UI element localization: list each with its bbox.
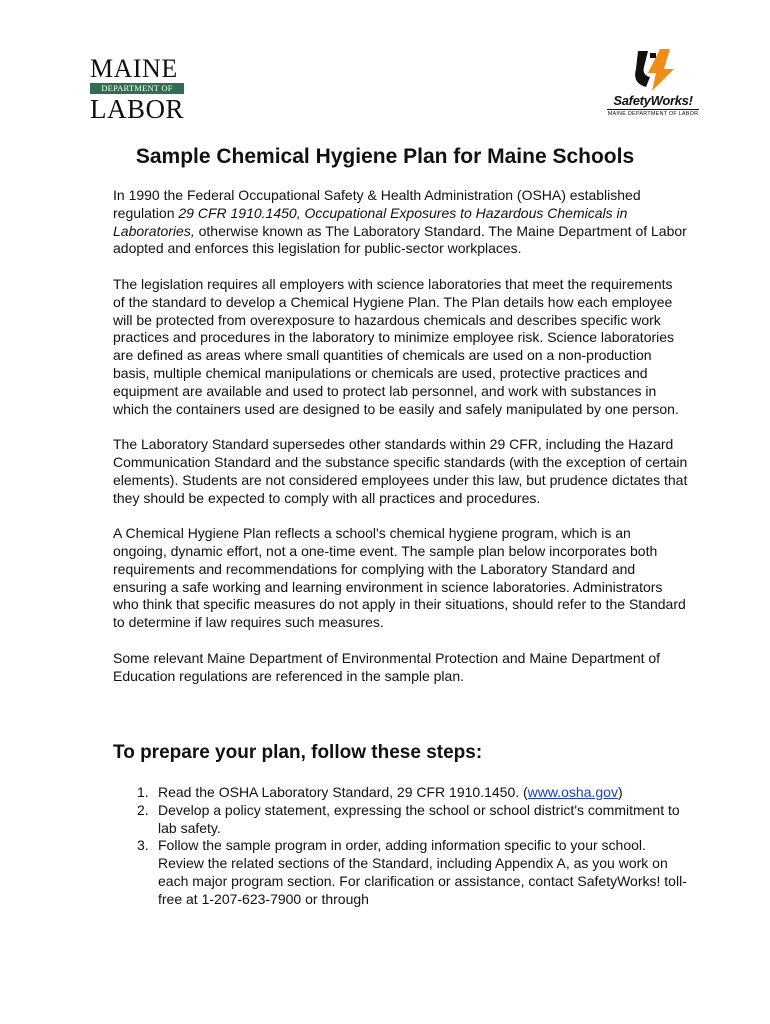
step-item [113,837,688,908]
regulation-title: 29 CFR 1910.1450, Occupational Exposures to Hazardous Chemicals in Laboratories, [113,204,628,239]
paragraph-5: Some relevant Maine Department of Environmental Protection and Maine Department of Education regulations are referenced in the sample plan. [113,649,661,684]
step-number: 3. [137,837,149,854]
logo-maine-text: MAINE [90,54,178,83]
steps-heading: To prepare your plan, follow these steps: [113,742,483,763]
safetyworks-name: SafetyWorks! [613,93,693,108]
paragraph-1 [113,187,688,258]
steps-list [113,784,688,909]
paragraph-2: The legislation requires all employers with science laboratories that meet the requirements of the standard to develop a Chemical Hygiene Plan. The Plan details how each employee will be protected from overexposure to hazardous chemicals and describes specific work practices and procedures in the laboratory to minimize employee risk. Science laboratories are defined as areas where small quantities of chemicals are used on a non-production basis, multiple chemical manipulations or chemicals are used, protective practices and equipment are available and used to protect lab personnel, and work with substances in which the containers used are designed to be easily and safely manipulated by one person. [113,275,679,417]
step-number: 1. [137,784,149,800]
paragraph-4: A Chemical Hygiene Plan reflects a school's chemical hygiene program, which is an ongoing, dynamic effort, not a one-time event. The sample plan below incorporates both requirements and recommendations for complying with the Laboratory Standard and ensuring a safe working and learning environment in science laboratories. Administrators who think that specific measures do not apply in their situations, should refer to the Standard to determine if law requires such measures. [113,525,686,631]
paragraph-1-end: otherwise known as The Laboratory Standard. The Maine Department of Labor adopted and enforces this legislation for public-sector workplaces. [113,222,687,257]
page-title: Sample Chemical Hygiene Plan for Maine Schools [135,145,635,168]
safetyworks-logo [603,47,703,118]
step-text-end: ) [617,784,623,800]
logo-department-text: DEPARTMENT OF [90,83,184,94]
step-text: Read the OSHA Laboratory Standard, 29 CFR 1910.1450. ( [158,784,528,800]
maine-dept-labor-logo [90,56,184,123]
safetyworks-mark-icon [630,47,676,93]
step-text: Develop a policy statement, expressing the school or school district's commitment to lab safety. [158,801,680,836]
safetyworks-subtitle: MAINE DEPARTMENT OF LABOR [607,111,699,117]
osha-link[interactable]: www.osha.gov [527,784,618,800]
paragraph-1-start: In 1990 the Federal Occupational Safety & Health Administration (OSHA) established regulation [113,187,641,221]
step-number: 2. [137,801,149,818]
logo-labor-text: LABOR [90,94,185,124]
paragraph-3: The Laboratory Standard supersedes other standards within 29 CFR, including the Hazard Communication Standard and the substance specific standards (with the exception of certain elements). Students are not considered employees under this law, but prudence dictates that they should be expected to comply with all practices and procedures. [113,436,688,506]
step-item [113,802,688,838]
step-text: Follow the sample program in order, adding information specific to your school. Review the related sections of the Standard, including Appendix A, as you work on each major program section. For clarification or assistance, contact SafetyWorks! toll-free at 1-207-623-7900 or through [158,837,687,907]
intro-section [113,187,688,703]
step-item [113,784,688,802]
